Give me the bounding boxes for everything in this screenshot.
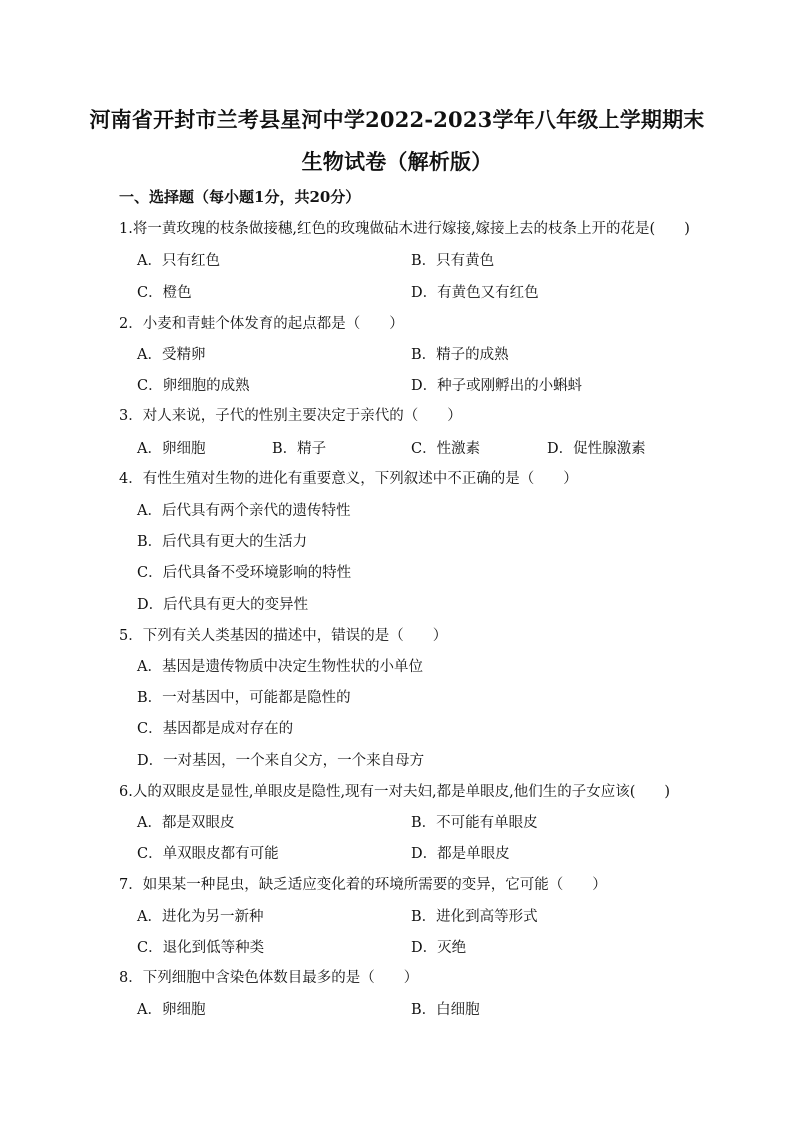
document-title-line-1: 河南省开封市兰考县星河中学2022-2023学年八年级上学期期末 (89, 107, 705, 132)
q7-option-d: D．灭绝 (411, 940, 467, 956)
q1-option-a: A．只有红色 (137, 253, 220, 269)
q5-option-a: A．基因是遗传物质中决定生物性状的小单位 (137, 659, 423, 675)
q1-option-d: D．有黄色又有红色 (411, 285, 539, 301)
section-heading: 一、选择题（每小题1分，共20分） (119, 188, 361, 206)
q1-option-c: C．橙色 (137, 285, 192, 301)
q4-option-d: D．后代具有更大的变异性 (137, 597, 309, 613)
question-8: 8．下列细胞中含染色体数目最多的是（ ） (119, 970, 419, 986)
q3-option-a: A．卵细胞 (137, 441, 206, 457)
q3-option-b: B．精子 (272, 441, 327, 457)
q2-option-d: D．种子或刚孵出的小蝌蚪 (411, 378, 583, 394)
q6-option-a: A．都是双眼皮 (137, 815, 235, 831)
q6-option-b: B．不可能有单眼皮 (411, 815, 538, 831)
q2-option-b: B．精子的成熟 (411, 347, 509, 363)
q1-option-b: B．只有黄色 (411, 253, 495, 269)
question-3: 3．对人来说，子代的性别主要决定于亲代的（ ） (119, 408, 462, 424)
question-2: 2．小麦和青蛙个体发育的起点都是（ ） (119, 316, 404, 332)
q8-option-b: B．白细胞 (411, 1002, 480, 1018)
q5-option-b: B．一对基因中，可能都是隐性的 (137, 690, 351, 706)
q4-option-c: C．后代具备不受环境影响的特性 (137, 565, 352, 581)
question-5: 5．下列有关人类基因的描述中，错误的是（ ） (119, 628, 448, 644)
question-7: 7．如果某一种昆虫，缺乏适应变化着的环境所需要的变异，它可能（ ） (119, 877, 607, 893)
q3-option-d: D．促性腺激素 (547, 441, 646, 457)
q2-option-c: C．卵细胞的成熟 (137, 378, 250, 394)
document-title-line-2: 生物试卷（解析版） (301, 149, 493, 174)
question-4: 4．有性生殖对生物的进化有重要意义，下列叙述中不正确的是（ ） (119, 471, 578, 487)
question-6: 6.人的双眼皮是显性,单眼皮是隐性,现有一对夫妇,都是单眼皮,他们生的子女应该( ) (119, 784, 671, 800)
q7-option-a: A．进化为另一新种 (137, 909, 264, 925)
q4-option-b: B．后代具有更大的生活力 (137, 534, 308, 550)
q5-option-c: C．基因都是成对存在的 (137, 721, 294, 737)
q2-option-a: A．受精卵 (137, 347, 206, 363)
q3-option-c: C．性激素 (411, 441, 481, 457)
q6-option-d: D．都是单眼皮 (411, 846, 510, 862)
question-1: 1.将一黄玫瑰的枝条做接穗,红色的玫瑰做砧木进行嫁接,嫁接上去的枝条上开的花是( ) (119, 221, 690, 237)
q8-option-a: A．卵细胞 (137, 1002, 206, 1018)
q5-option-d: D．一对基因，一个来自父方，一个来自母方 (137, 753, 425, 769)
q4-option-a: A．后代具有两个亲代的遗传特性 (137, 503, 351, 519)
q7-option-b: B．进化到高等形式 (411, 909, 538, 925)
q6-option-c: C．单双眼皮都有可能 (137, 846, 279, 862)
q7-option-c: C．退化到低等种类 (137, 940, 265, 956)
